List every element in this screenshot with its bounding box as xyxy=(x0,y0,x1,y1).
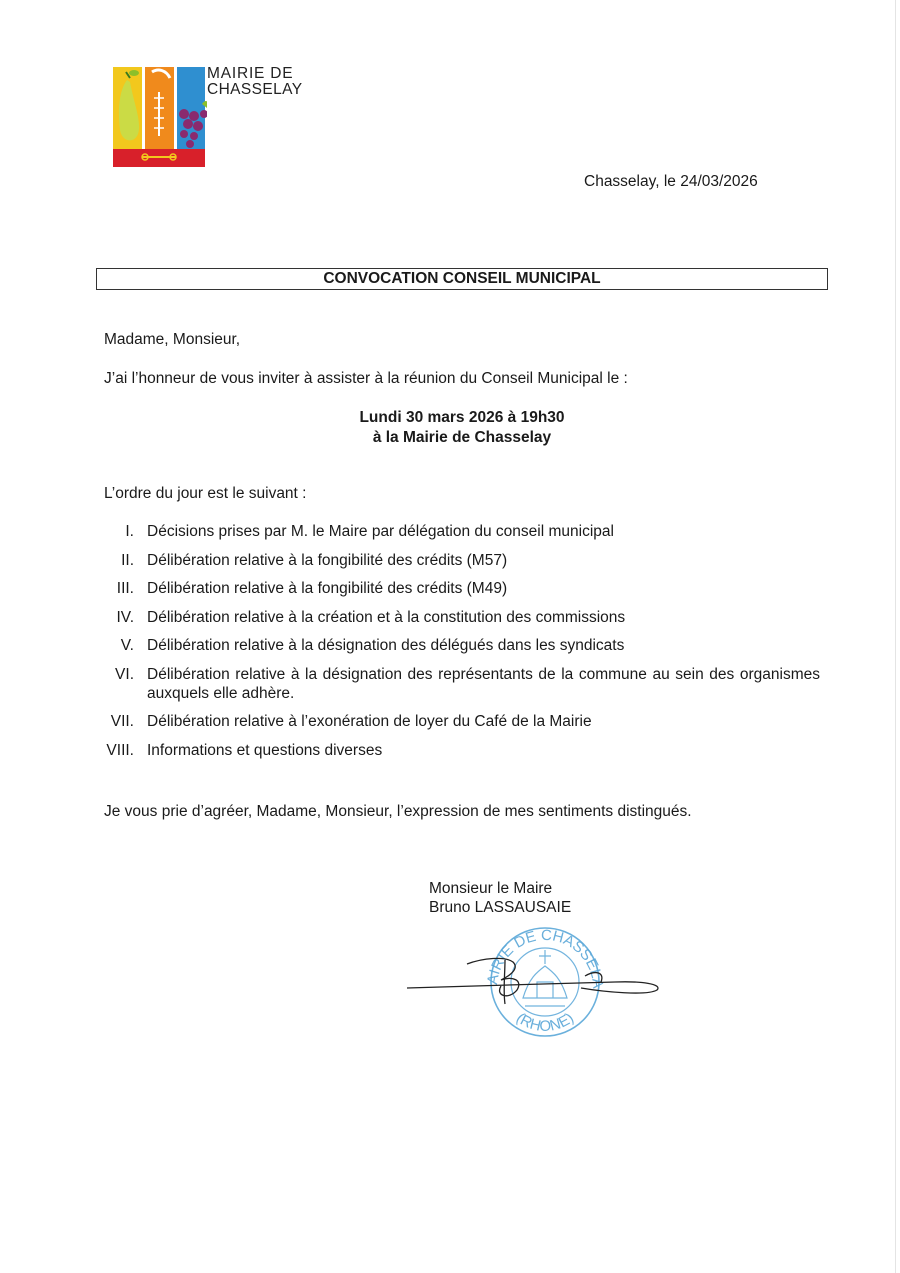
signature-block xyxy=(429,879,571,917)
agenda-item-number: VIII. xyxy=(106,741,134,759)
agenda-item-text: Délibération relative à la désignation des délégués dans les syndicats xyxy=(147,637,625,654)
closing-paragraph: Je vous prie d’agréer, Madame, Monsieur, l’expression de mes sentiments distingués. xyxy=(104,803,692,820)
meeting-details xyxy=(0,408,900,448)
letter-date: Chasselay, le 24/03/2026 xyxy=(584,173,758,190)
agenda-intro: L’ordre du jour est le suivant : xyxy=(104,485,307,502)
agenda-item xyxy=(96,579,820,598)
agenda-item-text: Délibération relative à l’exonération de loyer du Café de la Mairie xyxy=(147,713,592,730)
agenda-item-number: IV. xyxy=(116,608,134,626)
logo-line-1: MAIRIE DE xyxy=(207,65,294,82)
agenda-item-text: Délibération relative à la création et à la constitution des commissions xyxy=(147,608,626,626)
stamp-text-top: AIRIE DE CHASSELA xyxy=(483,926,607,989)
agenda-item-text: Informations et questions diverses xyxy=(147,741,383,759)
handwritten-signature xyxy=(407,958,658,1004)
salutation: Madame, Monsieur, xyxy=(104,331,241,348)
agenda-item xyxy=(96,551,820,570)
agenda-item xyxy=(96,712,820,731)
agenda-item xyxy=(96,665,820,703)
official-stamp-icon xyxy=(405,920,675,1040)
agenda-item xyxy=(96,636,820,655)
agenda-item-text: Délibération relative à la fongibilité des crédits (M57) xyxy=(147,551,508,569)
signer-role: Monsieur le Maire xyxy=(429,880,553,897)
mairie-logo xyxy=(112,64,322,170)
intro-paragraph: J’ai l’honneur de vous inviter à assister à la réunion du Conseil Municipal le : xyxy=(104,370,628,387)
agenda-item-number: III. xyxy=(116,580,134,597)
meeting-date: Lundi 30 mars 2026 à 19h30 xyxy=(359,409,565,426)
agenda-item-text: Décisions prises par M. le Maire par délégation du conseil municipal xyxy=(147,523,614,540)
page-edge xyxy=(895,0,896,1273)
agenda-list xyxy=(96,522,820,769)
agenda-item-text: Délibération relative à la fongibilité des crédits (M49) xyxy=(147,580,508,597)
agenda-item xyxy=(96,741,820,760)
stamp-text-bottom: (RHONE) xyxy=(512,1009,578,1035)
agenda-item xyxy=(96,522,820,541)
agenda-item-number: V. xyxy=(120,637,134,654)
agenda-item-number: VII. xyxy=(110,713,134,730)
agenda-item-number: I. xyxy=(125,523,134,540)
meeting-place: à la Mairie de Chasselay xyxy=(372,429,552,446)
stamp-and-signature xyxy=(405,920,675,1040)
logo-line-2: CHASSELAY xyxy=(207,81,303,98)
agenda-item xyxy=(96,608,820,627)
mairie-logo-icon xyxy=(112,64,207,170)
signer-name: Bruno LASSAUSAIE xyxy=(429,899,572,916)
logo-text xyxy=(207,66,303,98)
agenda-item-text: Délibération relative à la désignation des représentants de la commune au sein des organismes auxquels elle adhère. xyxy=(147,665,820,702)
agenda-item-number: VI. xyxy=(115,665,134,683)
agenda-item-number: II. xyxy=(121,551,134,569)
document-title: CONVOCATION CONSEIL MUNICIPAL xyxy=(96,268,828,290)
